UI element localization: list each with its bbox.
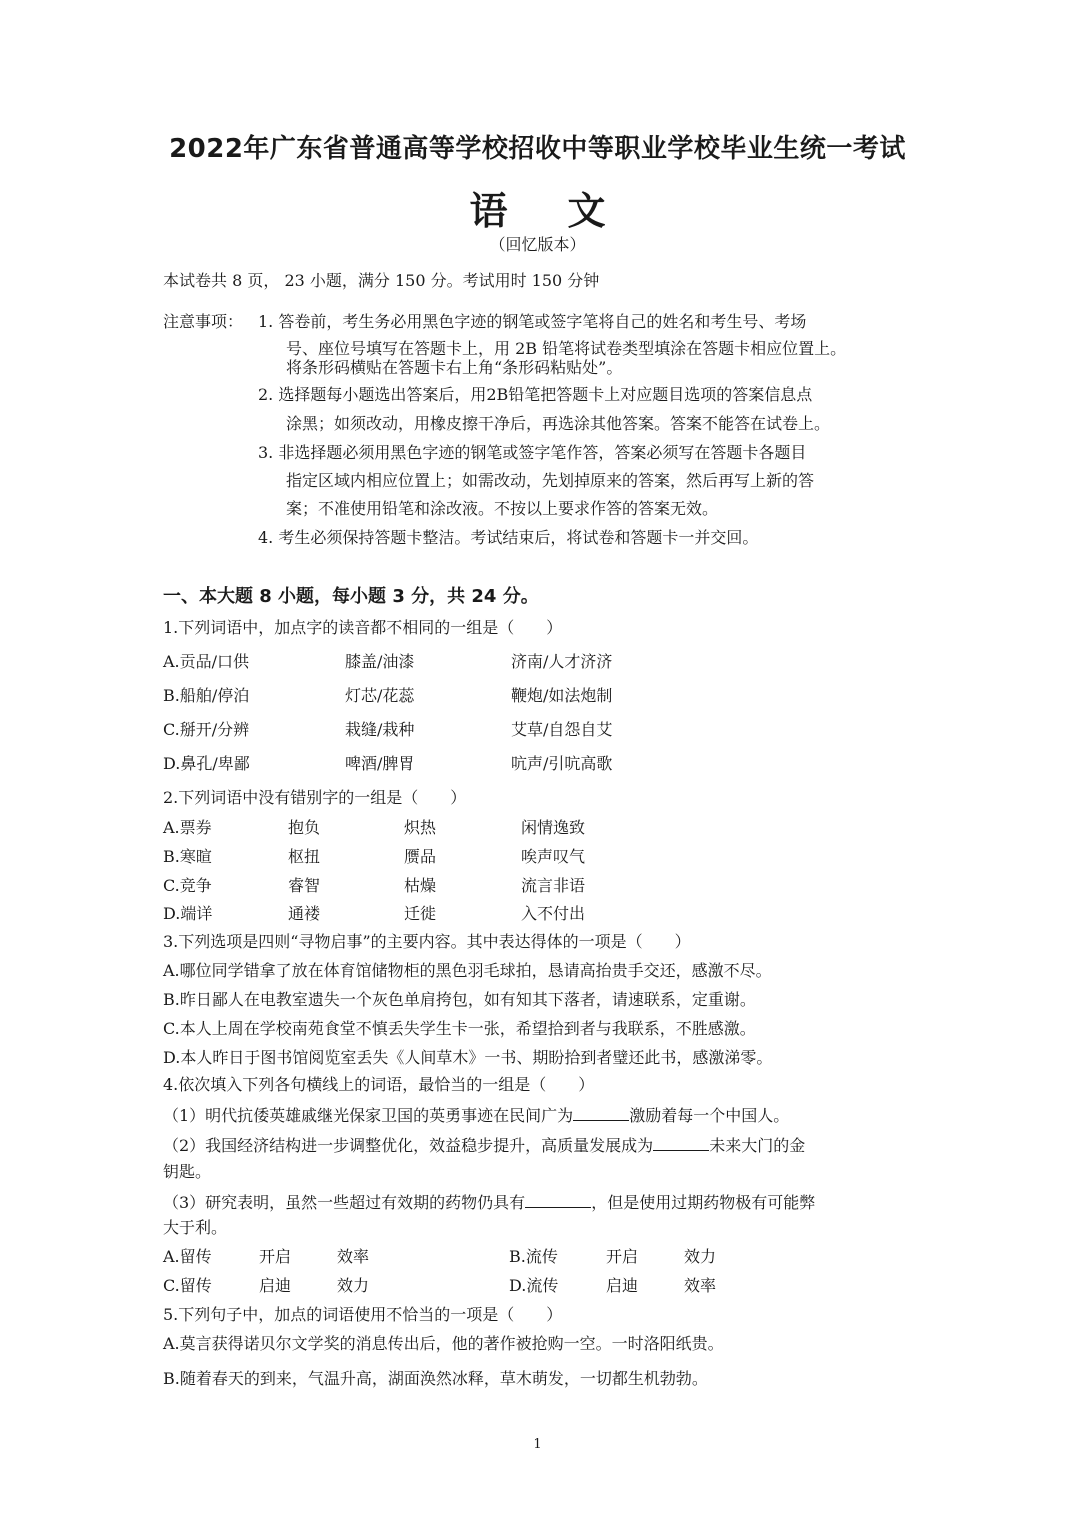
q5-stem: 5.下列句子中，加点的词语使用不恰当的一项是（ ）: [163, 1305, 563, 1324]
note-1-line-3: 将条形码横贴在答题卡右上角“条形码粘贴处”。: [286, 358, 623, 377]
q4-a-3: 效率: [337, 1247, 370, 1266]
page-number: 1: [533, 1437, 542, 1452]
q4-c-2: 启迪: [259, 1276, 292, 1295]
exam-intro: 本试卷共 8 页， 23 小题，满分 150 分。考试用时 150 分钟: [163, 271, 600, 290]
q2-d-4: 入不付出: [521, 904, 586, 923]
q4-a-1: A.留传: [163, 1247, 212, 1266]
q3-option-d: D.本人昨日于图书馆阅览室丢失《人间草木》一书、期盼拾到者璧还此书，感激涕零。: [163, 1048, 773, 1067]
section-1-heading: 一、本大题 8 小题，每小题 3 分，共 24 分。: [163, 586, 539, 607]
q2-a-4: 闲情逸致: [521, 818, 586, 837]
q1-a-3: 济南/人才济济: [511, 652, 613, 671]
q3-option-c: C.本人上周在学校南苑食堂不慎丢失学生卡一张，希望拾到者与我联系，不胜感激。: [163, 1019, 756, 1038]
q4-sentence-3: [163, 1191, 815, 1214]
note-2-line-2: 涂黑；如须改动，用橡皮擦干净后，再选涂其他答案。答案不能答在试卷上。: [286, 414, 831, 433]
q4-a-2: 开启: [259, 1247, 292, 1266]
q4-s3-part-a: （3）研究表明，虽然一些超过有效期的药物仍具有: [163, 1193, 526, 1212]
q4-s1-part-b: 激励着每一个中国人。: [629, 1106, 790, 1125]
q2-a-1: A.票券: [163, 818, 212, 837]
note-1-line-2: 号、座位号填写在答题卡上，用 2B 铅笔将试卷类型填涂在答题卡相应位置上。: [286, 339, 847, 358]
q2-c-2: 睿智: [288, 876, 321, 895]
note-3-line-1: 3. 非选择题必须用黑色字迹的钢笔或签字笔作答，答案必须写在答题卡各题目: [258, 443, 807, 462]
q2-b-3: 赝品: [404, 847, 437, 866]
q1-d-2: 啤酒/脾胃: [345, 754, 415, 773]
q2-d-3: 迁徙: [404, 904, 437, 923]
q1-stem: 1.下列词语中，加点字的读音都不相同的一组是（ ）: [163, 618, 563, 637]
q1-c-1: C.掰开/分辨: [163, 720, 250, 739]
q1-a-1: A.贡品/口供: [163, 652, 250, 671]
note-3-line-3: 案；不准使用铅笔和涂改液。不按以上要求作答的答案无效。: [286, 499, 719, 518]
exam-title: 2022年广东省普通高等学校招收中等职业学校毕业生统一考试: [169, 134, 906, 164]
q4-d-1: D.流传: [509, 1276, 559, 1295]
note-3-line-2: 指定区域内相应位置上；如需改动，先划掉原来的答案，然后再写上新的答: [286, 471, 815, 490]
q3-option-b: B.昨日鄙人在电教室遗失一个灰色单肩挎包，如有知其下落者，请速联系，定重谢。: [163, 990, 756, 1009]
notes-label: 注意事项：: [163, 312, 244, 331]
q2-d-2: 通褛: [288, 904, 321, 923]
q3-option-a: A.哪位同学错拿了放在体育馆储物柜的黑色羽毛球拍，恳请高抬贵手交还，感激不尽。: [163, 961, 772, 980]
q1-b-1: B.船舶/停泊: [163, 686, 250, 705]
q1-c-3: 艾草/自怨自艾: [511, 720, 613, 739]
q4-blank-3: [525, 1191, 591, 1208]
q4-blank-2: [653, 1134, 709, 1151]
q2-a-3: 炽热: [404, 818, 437, 837]
q1-c-2: 栽缝/栽种: [345, 720, 415, 739]
subject-title: 语文: [469, 189, 666, 233]
q2-c-3: 枯燥: [404, 876, 437, 895]
q4-sentence-1: [163, 1104, 789, 1127]
q2-c-4: 流言非语: [521, 876, 586, 895]
q4-s1-part-a: （1）明代抗倭英雄戚继光保家卫国的英勇事迹在民间广为: [163, 1106, 574, 1125]
q2-d-1: D.端详: [163, 904, 213, 923]
q4-d-2: 启迪: [606, 1276, 639, 1295]
q1-d-1: D.鼻孔/卑鄙: [163, 754, 250, 773]
q2-b-2: 枢扭: [288, 847, 321, 866]
q4-c-1: C.留传: [163, 1276, 212, 1295]
q2-stem: 2.下列词语中没有错别字的一组是（ ）: [163, 788, 467, 807]
note-4-line-1: 4. 考生必须保持答题卡整洁。考试结束后，将试卷和答题卡一并交回。: [258, 528, 759, 547]
q5-option-b: B.随着春天的到来，气温升高，湖面涣然冰释，草木萌发，一切都生机勃勃。: [163, 1369, 708, 1388]
version-label: （回忆版本）: [489, 235, 586, 254]
q2-a-2: 抱负: [288, 818, 321, 837]
q2-c-1: C.竞争: [163, 876, 212, 895]
q4-b-1: B.流传: [509, 1247, 558, 1266]
q1-a-2: 膝盖/油漆: [345, 652, 415, 671]
q4-stem: 4.依次填入下列各句横线上的词语，最恰当的一组是（ ）: [163, 1075, 595, 1094]
q4-sentence-2: [163, 1134, 805, 1157]
q5-option-a: A.莫言获得诺贝尔文学奖的消息传出后，他的著作被抢购一空。一时洛阳纸贵。: [163, 1334, 724, 1353]
q4-b-3: 效力: [684, 1247, 717, 1266]
q4-s2-part-c: 钥匙。: [163, 1162, 212, 1181]
q1-b-2: 灯芯/花蕊: [345, 686, 415, 705]
q1-d-3: 吭声/引吭高歌: [511, 754, 613, 773]
q2-b-1: B.寒暄: [163, 847, 212, 866]
note-2-line-1: 2. 选择题每小题选出答案后，用2B铅笔把答题卡上对应题目选项的答案信息点: [258, 385, 813, 404]
q4-s3-part-c: 大于利。: [163, 1218, 228, 1237]
q4-s2-part-a: （2）我国经济结构进一步调整优化，效益稳步提升，高质量发展成为: [163, 1136, 654, 1155]
q4-d-3: 效率: [684, 1276, 717, 1295]
q3-stem: 3.下列选项是四则“寻物启事”的主要内容。其中表达得体的一项是（ ）: [163, 932, 691, 951]
q4-c-3: 效力: [337, 1276, 370, 1295]
q4-b-2: 开启: [606, 1247, 639, 1266]
note-1-line-1: 1. 答卷前，考生务必用黑色字迹的钢笔或签字笔将自己的姓名和考生号、考场: [258, 312, 807, 331]
q4-s3-part-b: ，但是使用过期药物极有可能弊: [591, 1193, 816, 1212]
q2-b-4: 唉声叹气: [521, 847, 586, 866]
q1-b-3: 鞭炮/如法炮制: [511, 686, 613, 705]
q4-blank-1: [573, 1104, 629, 1121]
q4-s2-part-b: 未来大门的金: [709, 1136, 806, 1155]
